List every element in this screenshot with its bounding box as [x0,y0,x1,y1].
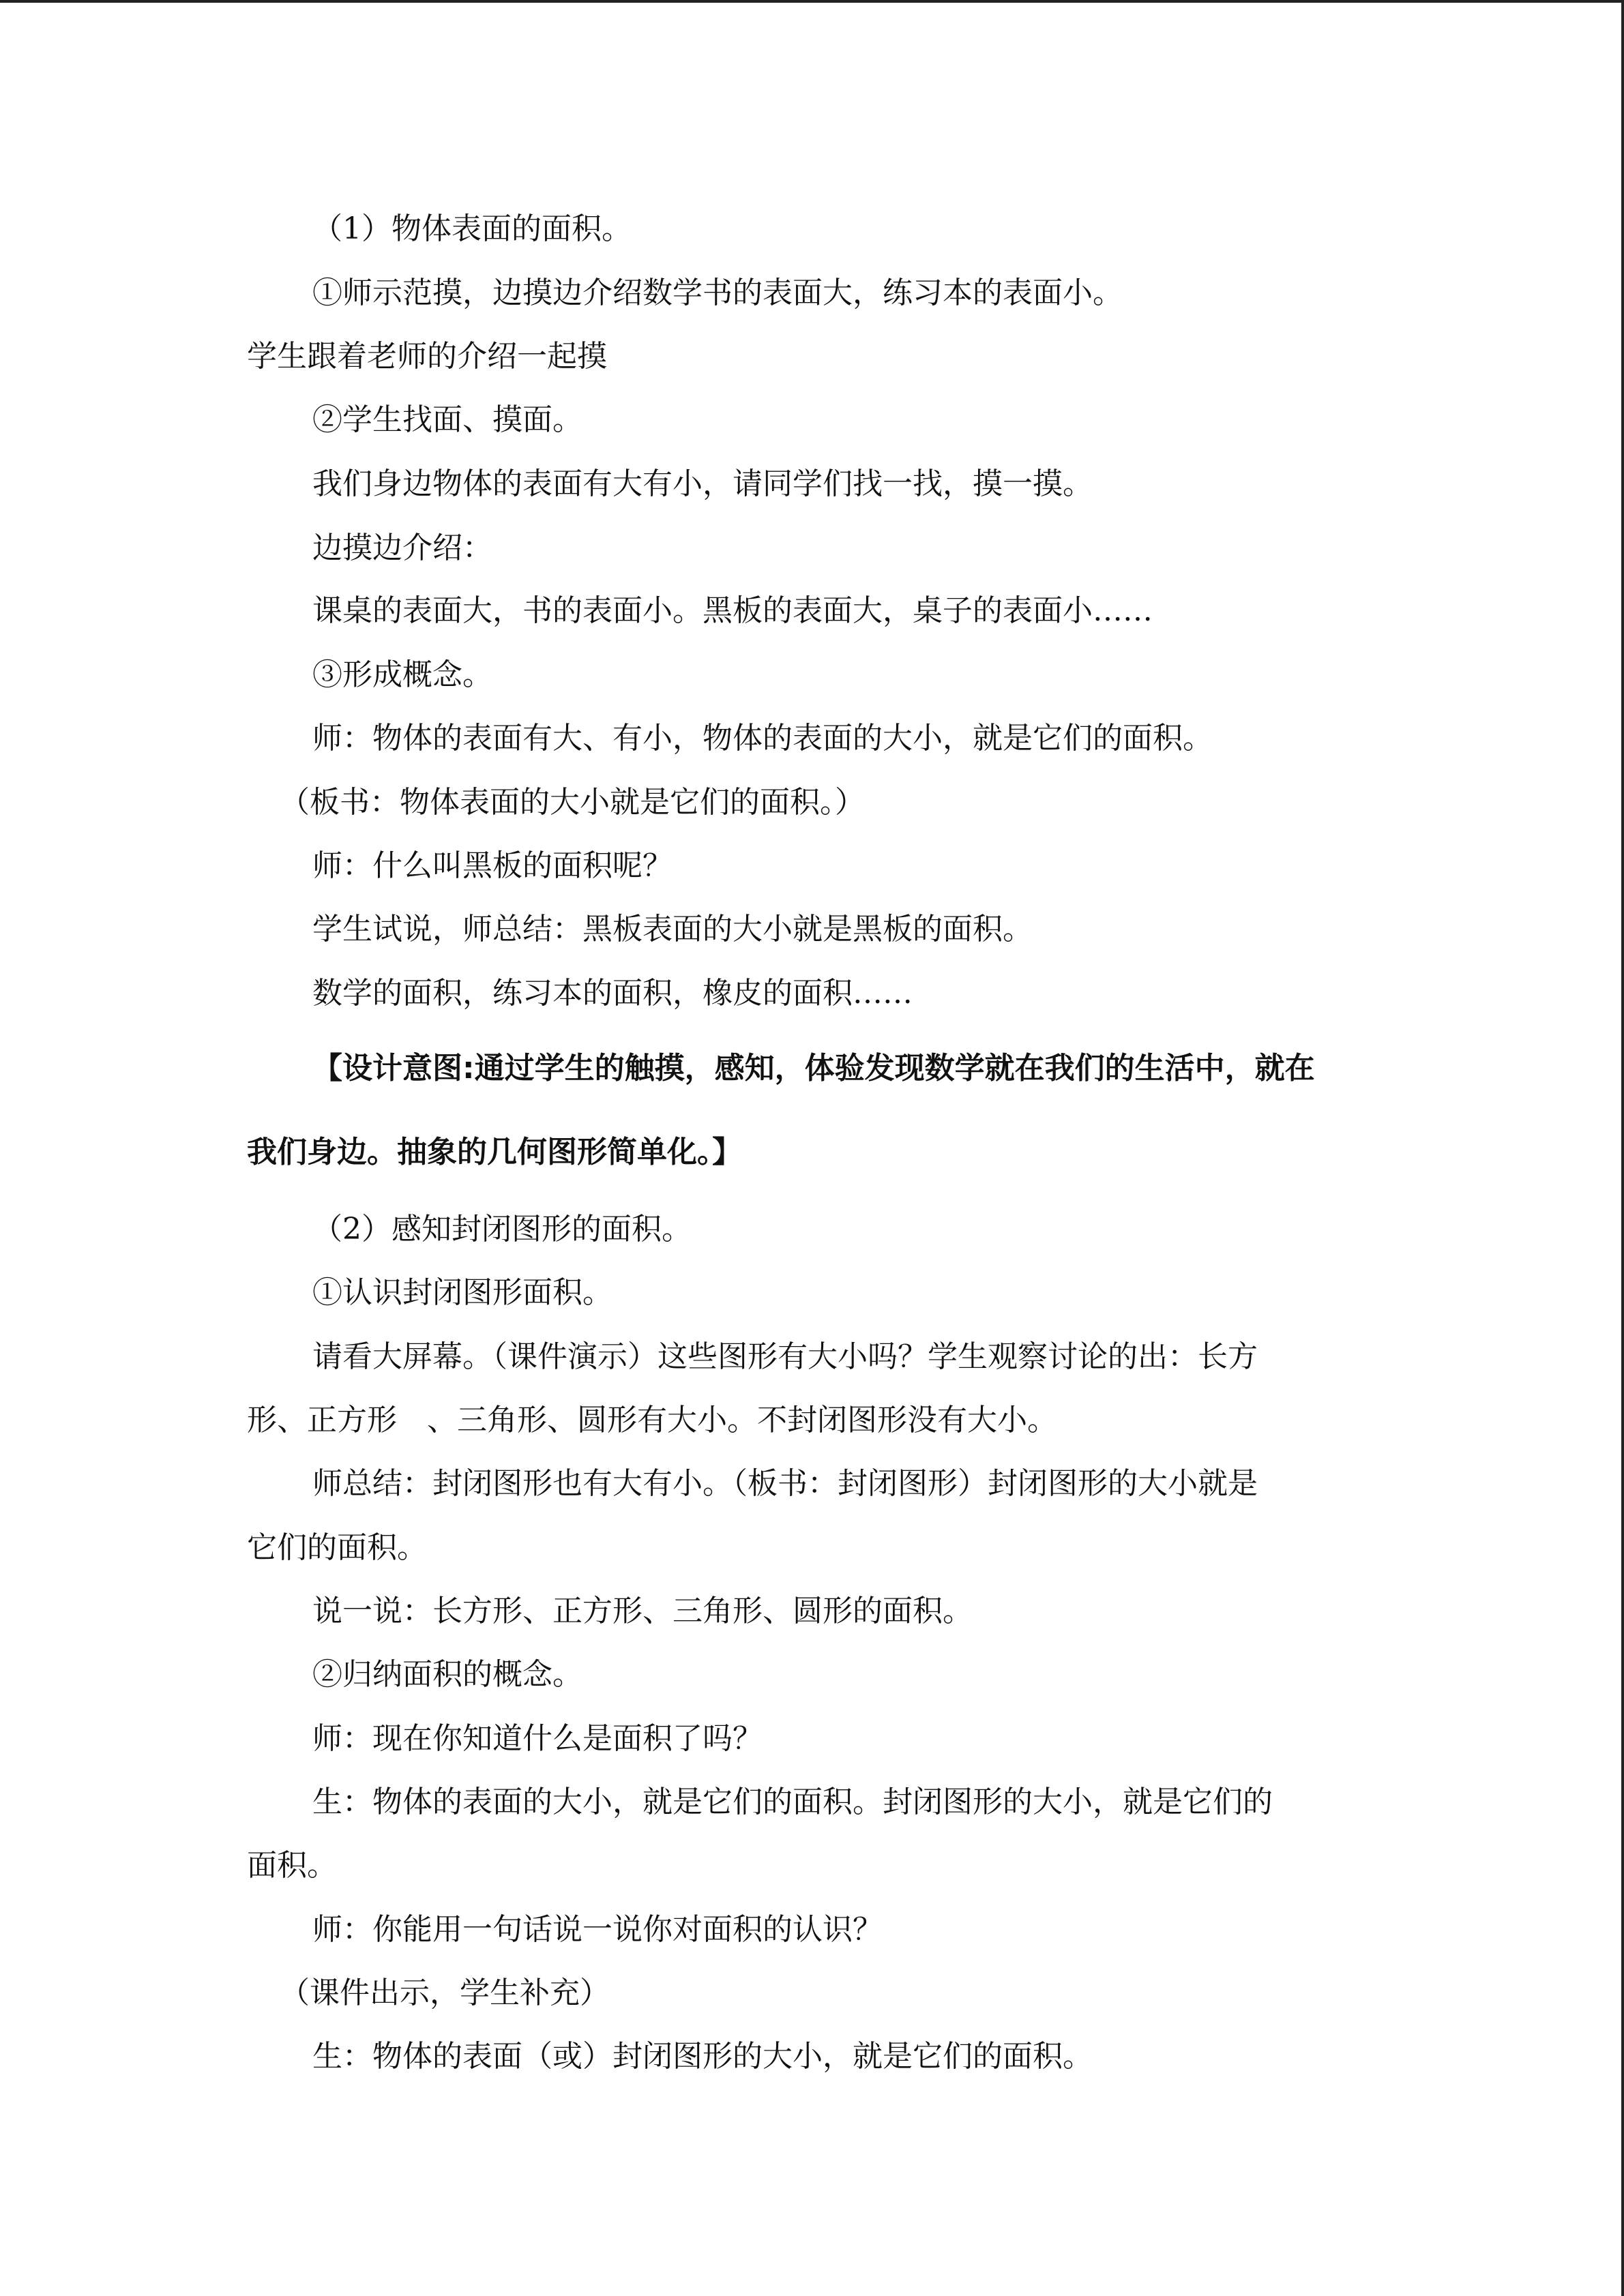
paragraph-line: 我们身边物体的表面有大有小，请同学们找一找，摸一摸。 [312,466,1093,501]
paragraph-line: 师：你能用一句话说一说你对面积的认识？ [312,1912,883,1947]
paragraph-line: 师：现在你知道什么是面积了吗？ [312,1721,763,1756]
paragraph-line: ①师示范摸，边摸边介绍数学书的表面大，练习本的表面小。 [312,275,1123,310]
paragraph-line: 师：物体的表面有大、有小，物体的表面的大小，就是它们的面积。 [312,721,1213,756]
paragraph-line: ③形成概念。 [312,657,492,692]
paragraph-line: 它们的面积。 [247,1530,427,1565]
top-border [0,0,1624,3]
paragraph-line: 边摸边介绍： [312,531,492,565]
design-intent-line-2: 我们身边。抽象的几何图形简单化。】 [247,1135,742,1169]
paragraph-line: 生：物体的表面的大小，就是它们的面积。封闭图形的大小，就是它们的 [312,1785,1273,1819]
paragraph-line: 学生跟着老师的介绍一起摸 [247,339,607,374]
section-heading-1: （1）物体表面的面积。 [312,211,632,246]
paragraph-line: ②归纳面积的概念。 [312,1657,582,1692]
board-note: （板书：物体表面的大小就是它们的面积。） [280,785,865,820]
section-heading-2: （2）感知封闭图形的面积。 [312,1212,692,1247]
paragraph-line: 师：什么叫黑板的面积呢？ [312,848,673,883]
paragraph-line: 学生试说，师总结：黑板表面的大小就是黑板的面积。 [312,912,1033,946]
paragraph-line: 形、正方形 、三角形、圆形有大小。不封闭图形没有大小。 [247,1403,1057,1437]
design-intent-line-1: 【设计意图:通过学生的触摸，感知，体验发现数学就在我们的生活中，就在 [312,1051,1315,1086]
paragraph-line: 生：物体的表面（或）封闭图形的大小，就是它们的面积。 [312,2039,1093,2074]
paragraph-line: 面积。 [247,1848,337,1883]
right-border [1621,0,1624,2296]
paragraph-line: ①认识封闭图形面积。 [312,1275,612,1310]
paragraph-line: （课件出示，学生补充） [280,1976,610,2010]
paragraph-line: 数学的面积，练习本的面积，橡皮的面积…… [312,976,913,1011]
paragraph-line: ②学生找面、摸面。 [312,402,582,437]
paragraph-line: 课桌的表面大，书的表面小。黑板的表面大，桌子的表面小…… [312,593,1153,628]
paragraph-line: 请看大屏幕。（课件演示）这些图形有大小吗？学生观察讨论的出：长方 [312,1339,1258,1374]
paragraph-line: 说一说：长方形、正方形、三角形、圆形的面积。 [312,1594,973,1628]
paragraph-line: 师总结：封闭图形也有大有小。（板书：封闭图形）封闭图形的大小就是 [312,1466,1258,1501]
